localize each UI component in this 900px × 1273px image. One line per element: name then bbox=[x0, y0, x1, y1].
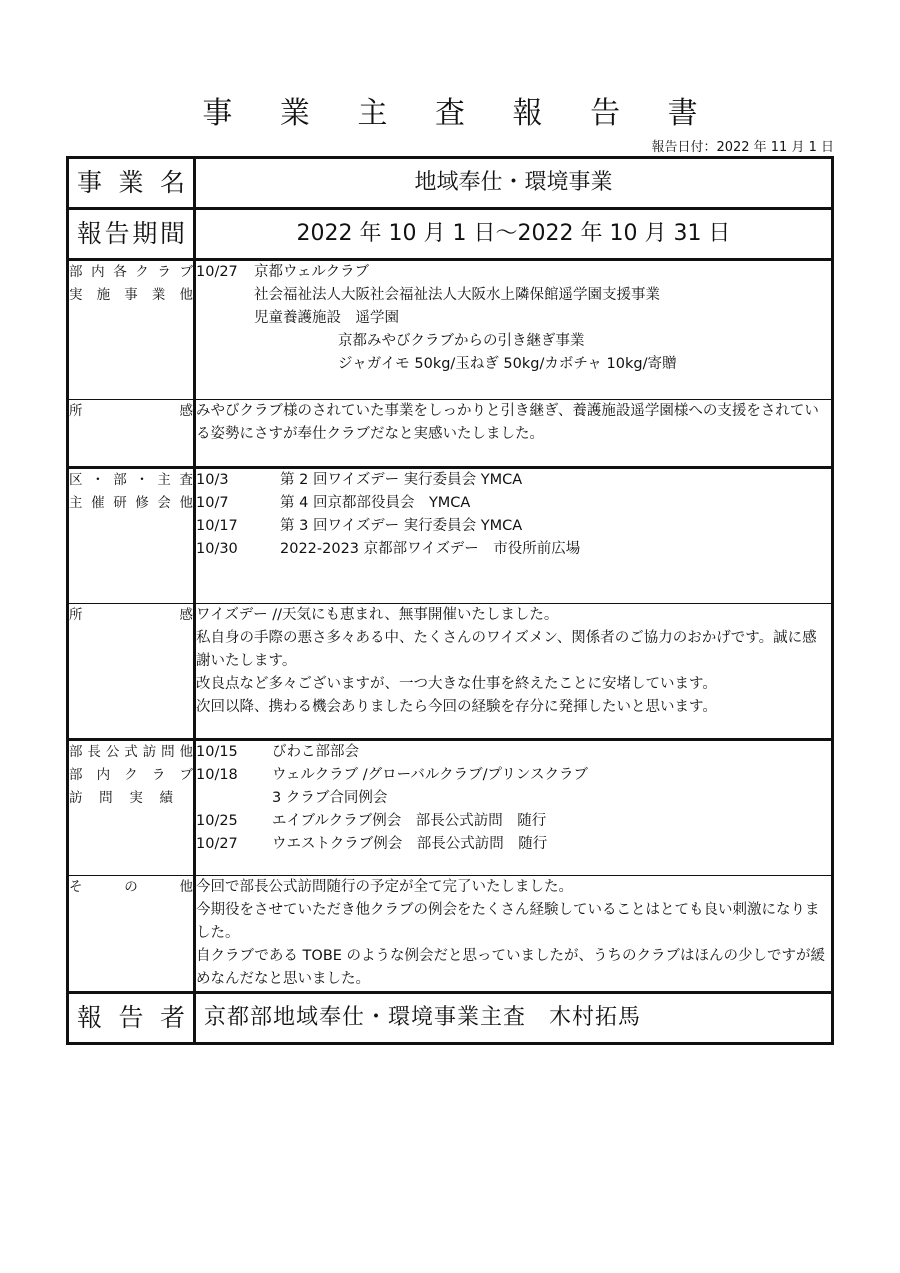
visit-text: びわこ部部会 bbox=[272, 744, 359, 760]
event-entry bbox=[196, 515, 831, 538]
visit-text: ウェルクラブ /グローバルクラブ/プリンスクラブ bbox=[272, 767, 588, 783]
entry-line: 京都みやびクラブからの引き継ぎ事業 bbox=[338, 333, 585, 349]
period-label: 報告期間 bbox=[77, 219, 185, 248]
event-entry bbox=[196, 469, 831, 492]
event-text: 2022-2023 京都部ワイズデー 市役所前広場 bbox=[280, 541, 581, 557]
event-entry bbox=[196, 492, 831, 515]
visits-label-1: 部長公式訪問他 bbox=[69, 744, 193, 760]
entry-line: 社会福祉法人大阪社会福祉法人大阪水上隣保館遥学園支援事業 bbox=[254, 287, 660, 303]
impression-label-end: 感 bbox=[179, 403, 193, 419]
district-events-label-2: 主催研修会他 bbox=[69, 495, 193, 511]
event-date: 10/3 bbox=[196, 472, 229, 488]
entry-date: 10/27 bbox=[196, 264, 238, 280]
impression2-line: 改良点など多々ございますが、一つ大きな仕事を終えたことに安堵しています。 bbox=[196, 676, 717, 692]
visit-date bbox=[196, 787, 272, 810]
project-row bbox=[68, 158, 833, 209]
impression2-line: ワイズデー //天気にも恵まれ、無事開催いたしました。 bbox=[196, 607, 559, 623]
visit-entry bbox=[196, 741, 831, 764]
entry-club: 京都ウェルクラブ bbox=[254, 264, 370, 280]
report-table bbox=[66, 156, 834, 1045]
impression-label-end: 感 bbox=[179, 607, 193, 623]
visit-entry bbox=[196, 787, 831, 810]
impression-label-start: 所 bbox=[69, 607, 83, 623]
report-date: 報告日付：2022 年 11 月 1 日 bbox=[651, 140, 834, 155]
event-date: 10/17 bbox=[196, 518, 238, 534]
reporter-row bbox=[68, 993, 833, 1044]
impression2-line: 次回以降、携わる機会ありましたら今回の経験を存分に発揮したいと思います。 bbox=[196, 699, 717, 715]
project-name: 地域奉仕・環境事業 bbox=[414, 170, 613, 195]
visit-date: 10/18 bbox=[196, 767, 238, 783]
event-entry bbox=[196, 538, 831, 561]
visit-date: 10/27 bbox=[196, 836, 238, 852]
impression2-row bbox=[68, 604, 833, 740]
period-value: 2022 年 10 月 1 日～2022 年 10 月 31 日 bbox=[296, 221, 731, 246]
visit-date: 10/15 bbox=[196, 744, 238, 760]
other-line: 自クラブである TOBE のような例会だと思っていましたが、うちのクラブはほんの少しですが緩めなんだなと思いました。 bbox=[196, 948, 826, 987]
other-row bbox=[68, 876, 833, 993]
impression1-row bbox=[68, 400, 833, 468]
event-text: 第 4 回京都部役員会 YMCA bbox=[280, 495, 471, 511]
visits-label-2: 部 内 ク ラ ブ bbox=[69, 767, 193, 783]
other-label-start: そ bbox=[69, 879, 83, 895]
visits-label-3: 訪 問 実 績 bbox=[69, 790, 173, 806]
club-activities-row bbox=[68, 260, 833, 400]
other-line: 今期役をさせていただき他クラブの例会をたくさん経験していることはとても良い刺激になりました。 bbox=[196, 902, 820, 941]
district-events-label-1: 区・部・主査 bbox=[69, 472, 193, 488]
club-activities-label-1: 部内各クラブ bbox=[69, 264, 193, 280]
impression-label-start: 所 bbox=[69, 403, 83, 419]
event-text: 第 3 回ワイズデー 実行委員会 YMCA bbox=[280, 518, 523, 534]
club-activity-entry bbox=[196, 261, 831, 284]
club-activities-label-2: 実 施 事 業 他 bbox=[69, 287, 193, 303]
visit-text: ウエストクラブ例会 部長公式訪問 随行 bbox=[272, 836, 548, 852]
document-title: 事 業 主 査 報 告 書 bbox=[202, 96, 717, 131]
visit-entry bbox=[196, 764, 831, 787]
visit-text: エイブルクラブ例会 部長公式訪問 随行 bbox=[272, 813, 547, 829]
visit-entry bbox=[196, 810, 831, 833]
district-events-row bbox=[68, 468, 833, 604]
period-row bbox=[68, 209, 833, 260]
other-label-end: 他 bbox=[179, 879, 193, 895]
project-label: 事 業 名 bbox=[77, 168, 185, 197]
event-text: 第 2 回ワイズデー 実行委員会 YMCA bbox=[280, 472, 523, 488]
visit-text: 3 クラブ合同例会 bbox=[272, 790, 388, 806]
visit-date: 10/25 bbox=[196, 813, 238, 829]
impression1-text: みやびクラブ様のされていた事業をしっかりと引き継ぎ、養護施設遥学園様への支援をされている姿勢にさすが奉仕クラブだなと実感いたしました。 bbox=[196, 403, 819, 442]
other-line: 今回で部長公式訪問随行の予定が全て完了いたしました。 bbox=[196, 879, 573, 895]
entry-line: ジャガイモ 50kg/玉ねぎ 50kg/カボチャ 10kg/寄贈 bbox=[338, 356, 677, 372]
impression2-line: 私自身の手際の悪さ多々ある中、たくさんのワイズメン、関係者のご協力のおかげです。誠に感謝いたします。 bbox=[196, 630, 817, 669]
entry-line: 児童養護施設 遥学園 bbox=[254, 310, 399, 326]
visits-row bbox=[68, 740, 833, 876]
reporter-label: 報 告 者 bbox=[77, 1003, 185, 1032]
other-label-middle: の bbox=[124, 879, 138, 895]
event-date: 10/30 bbox=[196, 541, 238, 557]
event-date: 10/7 bbox=[196, 495, 229, 511]
reporter-name: 京都部地域奉仕・環境事業主査 木村拓馬 bbox=[204, 1005, 642, 1030]
visit-entry bbox=[196, 833, 831, 856]
